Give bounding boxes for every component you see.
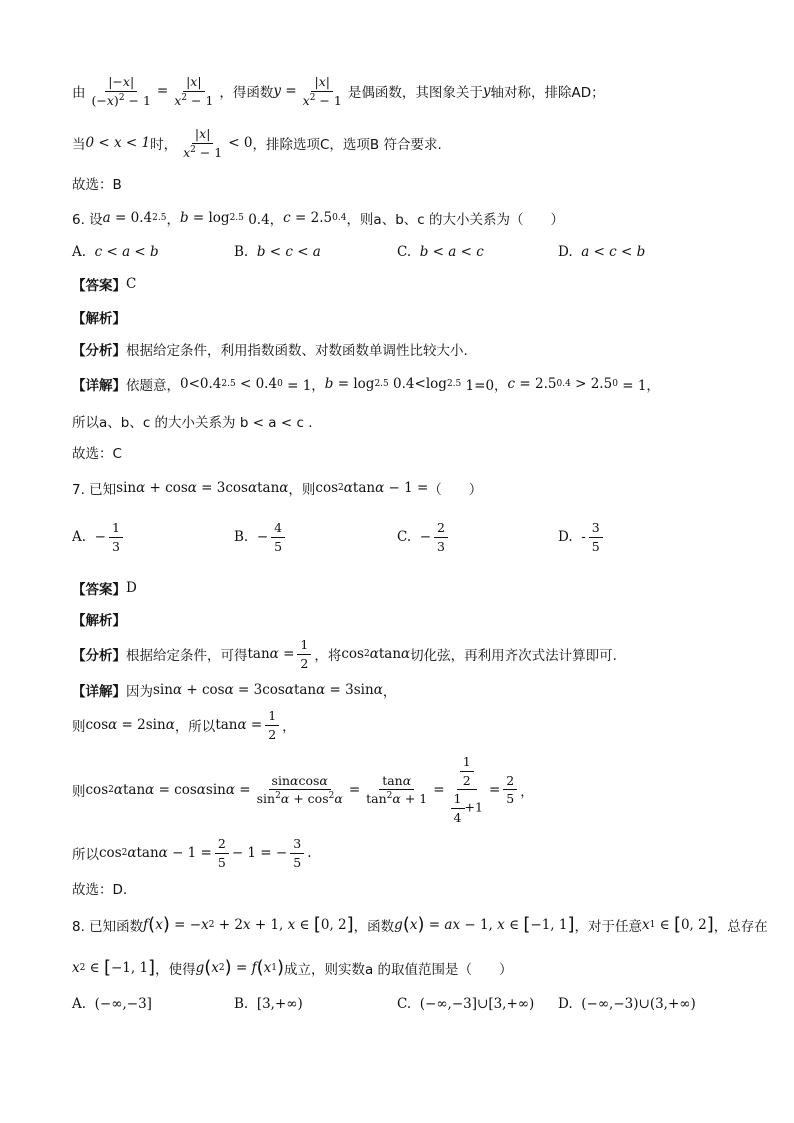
q6-options: [72, 244, 772, 284]
fraction: $\frac{|x|}{x^2 - 1}$: [174, 74, 214, 108]
q7-option-a[interactable]: A. − $\frac{1}{3}$: [72, 520, 126, 554]
q5-answer: 故选：B: [72, 177, 122, 193]
q7-jiexi-heading: 【解析】: [72, 613, 126, 629]
q6-option-d[interactable]: D. a < c < b: [558, 244, 646, 260]
q5-reasoning-line-2: 当 0 < x < 1 时， $\frac{|x|}{x^2 - 1}$ < 0 ，排除选项C，选项B 符合要求.: [72, 126, 442, 160]
fraction: $\frac{|-x|}{(-x)^2 - 1}$: [91, 74, 151, 108]
q7-final: 故选：D.: [72, 882, 128, 898]
q8-stem-line-2: x 2 ∈ [ −1, 1 ] ，使得 g ( x 2 ) = f ( x 1 ) 成立，则实数a 的取值范围是（ ）: [72, 957, 513, 978]
q8-option-a[interactable]: A. (−∞,−3]: [72, 996, 152, 1012]
q5-reasoning-line-1: 由 $\frac{|-x|}{(-x)^2 - 1}$ = $\frac{|x|}{x^2 - 1}$ ，得函数 y = $\frac{|x|}{x^2 - 1}$ 是偶函数，其图象关于 y 轴对称，排除AD；: [72, 74, 605, 108]
q7-option-b[interactable]: B. − $\frac{4}{5}$: [234, 520, 288, 554]
fraction: $\frac{|x|}{x^2 - 1}$: [302, 74, 342, 108]
q6-jiexi-heading: 【解析】: [72, 311, 126, 327]
q8-option-d[interactable]: D. (−∞,−3)∪(3,+∞): [558, 996, 696, 1012]
q7-detail-line-2: 则 cos α = 2sin α ，所以 tan α = $\frac{1}{2}$ ，: [72, 708, 296, 742]
q7-option-c[interactable]: C. − $\frac{2}{3}$: [397, 520, 451, 554]
q6-option-c[interactable]: C. b < a < c: [397, 244, 484, 260]
q6-answer: 【答案】 C: [72, 276, 137, 294]
q6-final: 故选：C: [72, 446, 122, 462]
q6-option-a[interactable]: A. c < a < b: [72, 244, 159, 260]
q7-stem: 7. 已知 sin α + cos α = 3cos α tan α ，则 cos 2 α tan α − 1 = （ ）: [72, 480, 483, 498]
q7-detail: 【详解】 因为 sin α + cos α = 3cos α tan α = 3sin α ，: [72, 682, 397, 700]
fraction: $\frac{|x|}{x^2 - 1}$: [183, 126, 223, 160]
q6-conclusion: 所以a、b、c 的大小关系为 b < a < c .: [72, 415, 313, 431]
q7-answer: 【答案】 D: [72, 580, 137, 598]
q8-stem: 8. 已知函数 f ( x ) = − x 2 + 2 x + 1, x ∈ [ 0, 2 ] ，函数 g ( x ) = ax − 1, x ∈ [ −1, 1 ] ，对于任意 x 1 ∈ [ 0, 2 ] ，总存在: [72, 914, 768, 935]
q7-options: [72, 520, 772, 560]
q7-detail-line-4: 所以 cos 2 α tan α − 1 = $\frac{2}{5}$ − 1 = − $\frac{3}{5}$ .: [72, 836, 312, 870]
q6-detail: 【详解】 依题意， 0<0.4 2.5 < 0.4 0 = 1， b = log 2.5 0.4<log 2.5 1=0， c = 2.5 0.4 > 2.5 0 = 1，: [72, 376, 660, 394]
q8-options: [72, 996, 772, 1036]
q6-analysis: 【分析】 根据给定条件，利用指数函数、对数函数单调性比较大小.: [72, 343, 468, 359]
q8-option-c[interactable]: C. (−∞,−3]∪[3,+∞): [397, 996, 535, 1012]
q8-option-b[interactable]: B. [3,+∞): [234, 996, 303, 1012]
q6-stem: 6. 设 a = 0.4 2.5 ， b = log 2.5 0.4， c = 2.5 0.4 ，则a、b、c 的大小关系为（ ）: [72, 210, 564, 228]
q6-option-b[interactable]: B. b < c < a: [234, 244, 321, 260]
q7-analysis: 【分析】 根据给定条件，可得 tan α = $\frac{1}{2}$ ，将 cos 2 α tan α 切化弦，再利用齐次式法计算即可.: [72, 637, 617, 671]
q7-option-d[interactable]: D. - $\frac{3}{5}$: [558, 520, 606, 554]
q7-detail-line-3: 则 cos 2 α tan α = cos α sin α = $\frac{\sin\alpha\cos\alpha}{\sin^2\alpha + \cos^2\alpha}$ = $\frac{\tan\alpha}{\tan^2\alpha + 1}$ = $\frac{1}{2}$ $\frac{1}{4}$ +1 = $\frac{2}{5}$ ，: [72, 754, 534, 825]
